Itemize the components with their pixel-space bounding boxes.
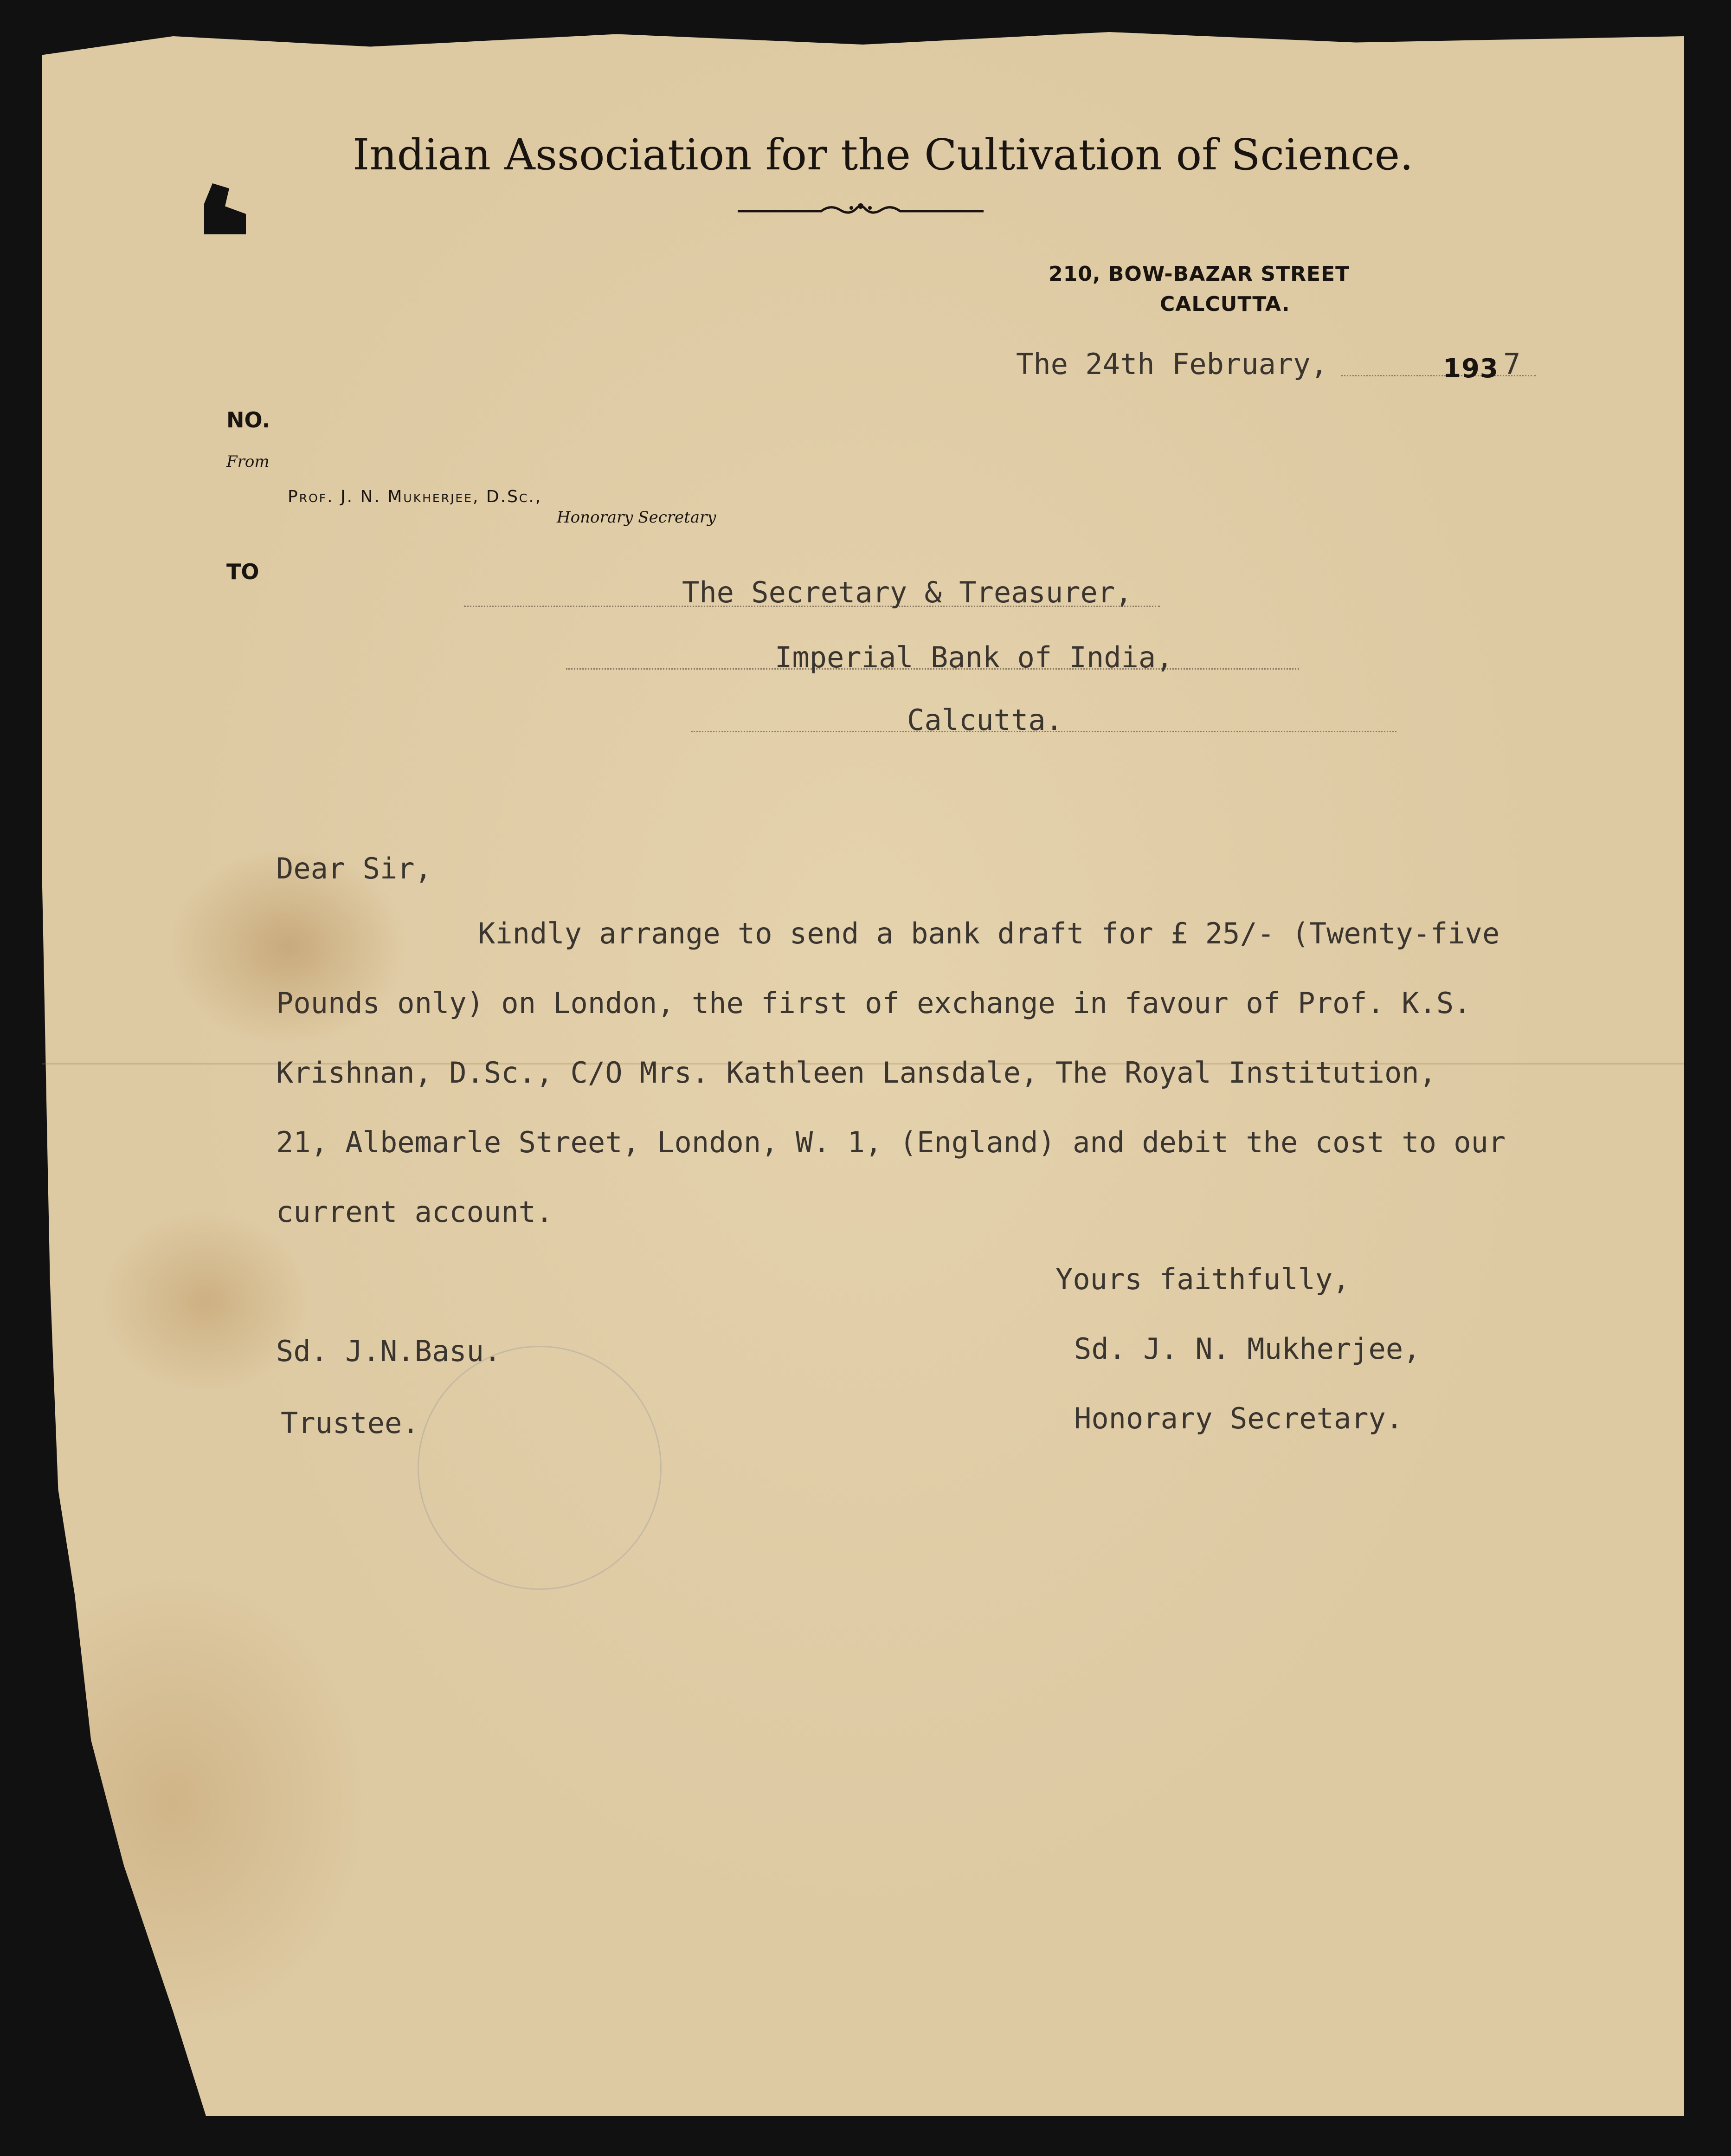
letterhead-title: Indian Association for the Cultivation of Science. [353, 130, 1414, 180]
number-label: NO. [226, 407, 270, 432]
recipient-line-3: Calcutta. [907, 703, 1063, 737]
body-line-5: current account. [276, 1195, 553, 1229]
from-label: From [226, 452, 270, 471]
from-name: Prof. J. N. Mukherjee, D.Sc., [288, 487, 542, 506]
salutation: Dear Sir, [276, 852, 432, 885]
faint-embossed-seal [418, 1346, 662, 1590]
right-signatory-title: Honorary Secretary. [1074, 1401, 1403, 1435]
letterhead-ornament-icon [738, 200, 984, 223]
left-signatory-title: Trustee. [281, 1406, 419, 1440]
letterhead-address-line-2: CALCUTTA. [1160, 292, 1290, 316]
letter-date: The 24th February, [1016, 347, 1328, 381]
from-title: Honorary Secretary [557, 508, 716, 527]
to-label: TO [226, 559, 259, 584]
left-signature: Sd. J.N.Basu. [276, 1334, 502, 1368]
recipient-line-2: Imperial Bank of India, [775, 640, 1173, 674]
recipient-line-1: The Secretary & Treasurer, [682, 575, 1133, 609]
body-line-4: 21, Albemarle Street, London, W. 1, (England) and debit the cost to our [276, 1125, 1506, 1159]
letter-year-prefix: 193 [1443, 354, 1499, 384]
right-signature: Sd. J. N. Mukherjee, [1074, 1332, 1421, 1366]
letter-year-digit: 7 [1503, 347, 1521, 381]
valediction: Yours faithfully, [1055, 1262, 1350, 1296]
body-line-1: Kindly arrange to send a bank draft for £ 25/- (Twenty-five [478, 917, 1500, 950]
body-line-3: Krishnan, D.Sc., C/O Mrs. Kathleen Lansdale, The Royal Institution, [276, 1056, 1436, 1090]
letterhead-address-line-1: 210, BOW-BAZAR STREET [1049, 262, 1350, 286]
body-line-2: Pounds only) on London, the first of exchange in favour of Prof. K.S. [276, 986, 1471, 1020]
